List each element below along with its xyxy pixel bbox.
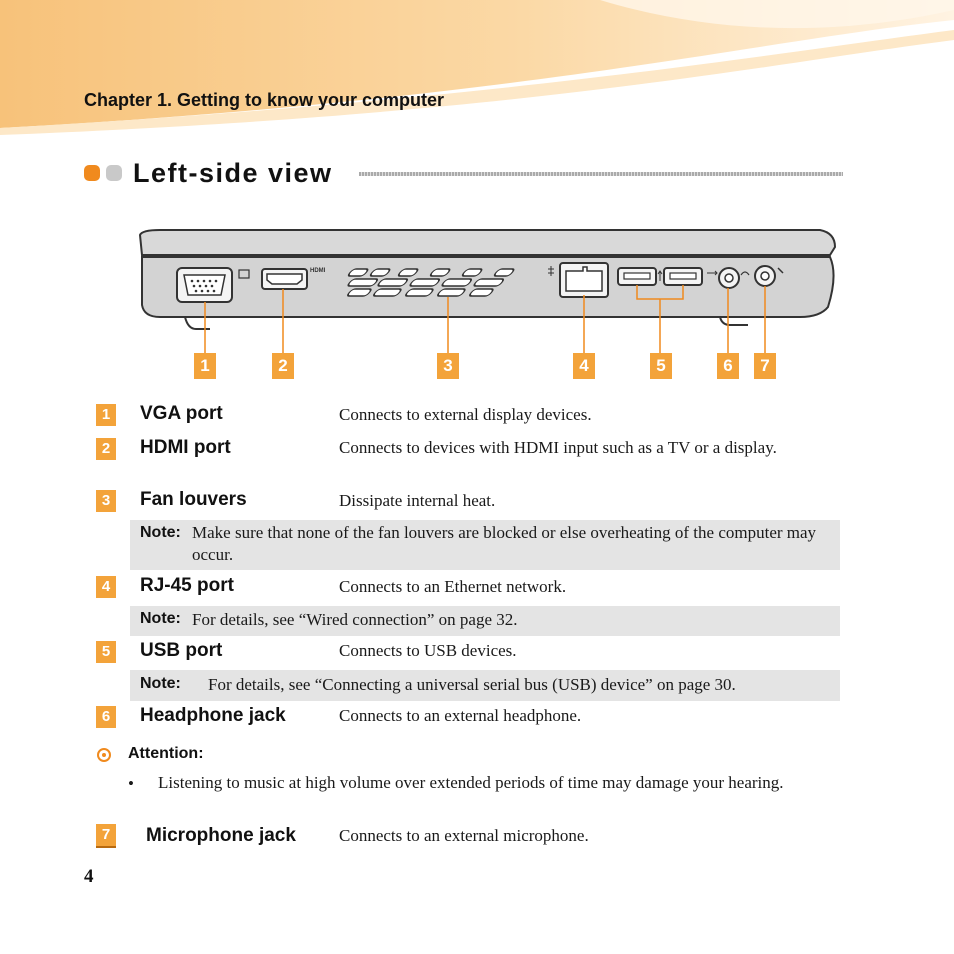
attention-icon <box>97 748 111 762</box>
callout-7: 7 <box>754 353 776 379</box>
note-box-fan <box>130 520 840 570</box>
item-desc-hdmi: Connects to devices with HDMI input such as a TV or a display. <box>339 438 777 457</box>
item-desc-rj45: Connects to an Ethernet network. <box>339 577 567 596</box>
heading-bullet-gray <box>106 165 122 181</box>
note-label: Note: <box>140 675 181 692</box>
chapter-title: Chapter 1. Getting to know your computer <box>84 90 445 110</box>
item-number-3: 3 <box>96 490 116 512</box>
attention-bullet-text: Listening to music at high volume over extended periods of time may damage your hearing. <box>158 773 784 792</box>
item-number-6: 6 <box>96 706 116 728</box>
note-box-rj45 <box>130 606 840 636</box>
note-label: Note: <box>140 610 181 627</box>
callout-5: 5 <box>650 353 672 379</box>
callout-4: 4 <box>573 353 595 379</box>
section-rule <box>359 172 843 176</box>
callout-2: 2 <box>272 353 294 379</box>
note-box-usb <box>130 670 840 701</box>
item-term-headphone: Headphone jack <box>140 705 286 726</box>
item-number-2: 2 <box>96 438 116 460</box>
bullet-icon: • <box>128 774 134 793</box>
item-desc-usb: Connects to USB devices. <box>339 641 517 660</box>
item-number-1: 1 <box>96 404 116 426</box>
note-text: For details, see “Wired connection” on page 32. <box>192 610 518 629</box>
note-text: For details, see “Connecting a universal serial bus (USB) device” on page 30. <box>208 675 736 694</box>
item-number-4: 4 <box>96 576 116 598</box>
usb-ports-icon <box>618 268 717 285</box>
page-number: 4 <box>84 866 94 887</box>
item-term-hdmi: HDMI port <box>140 437 231 458</box>
callout-6: 6 <box>717 353 739 379</box>
item-term-usb: USB port <box>140 640 223 661</box>
item-number-5: 5 <box>96 641 116 663</box>
hdmi-label: HDMI <box>310 268 326 274</box>
item-number-7: 7 <box>96 824 116 848</box>
item-desc-headphone: Connects to an external headphone. <box>339 706 582 725</box>
callout-1: 1 <box>194 353 216 379</box>
item-desc-fan: Dissipate internal heat. <box>339 491 496 510</box>
item-term-microphone: Microphone jack <box>146 825 296 846</box>
section-title: Left-side view <box>133 158 333 188</box>
section-heading <box>84 156 844 192</box>
item-term-rj45: RJ-45 port <box>140 575 234 596</box>
note-text: Make sure that none of the fan louvers are blocked or else overheating of the computer may occur. <box>192 523 817 564</box>
item-term-vga: VGA port <box>140 403 223 424</box>
attention-label: Attention: <box>128 745 204 762</box>
heading-bullet-orange <box>84 165 100 181</box>
item-term-fan: Fan louvers <box>140 489 247 510</box>
callout-3: 3 <box>437 353 459 379</box>
item-desc-microphone: Connects to an external microphone. <box>339 826 589 845</box>
header-band <box>0 0 954 135</box>
note-label: Note: <box>140 524 181 541</box>
item-desc-vga: Connects to external display devices. <box>339 405 592 424</box>
